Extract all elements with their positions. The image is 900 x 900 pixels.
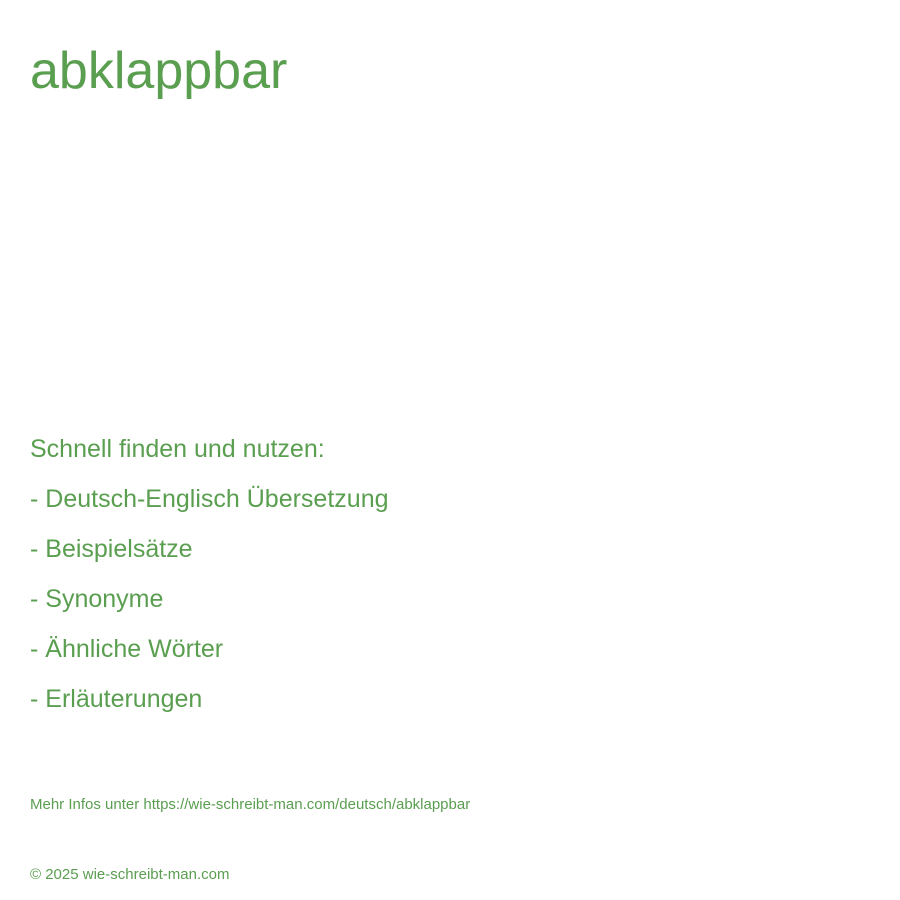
feature-item-explanations: - Erläuterungen bbox=[30, 685, 203, 713]
copyright-notice: © 2025 wie-schreibt-man.com bbox=[30, 866, 230, 883]
feature-item-translation: - Deutsch-Englisch Übersetzung bbox=[30, 485, 389, 513]
feature-item-example-sentences: - Beispielsätze bbox=[30, 535, 193, 563]
feature-list bbox=[30, 424, 389, 724]
feature-item-similar-words: - Ähnliche Wörter bbox=[30, 635, 224, 663]
feature-items bbox=[30, 474, 389, 724]
feature-item-synonyms: - Synonyme bbox=[30, 585, 164, 613]
more-info-link[interactable]: Mehr Infos unter https://wie-schreibt-man.com/deutsch/abklappbar bbox=[30, 796, 471, 813]
page-title: abklappbar bbox=[30, 42, 288, 100]
feature-list-heading: Schnell finden und nutzen: bbox=[30, 435, 325, 463]
